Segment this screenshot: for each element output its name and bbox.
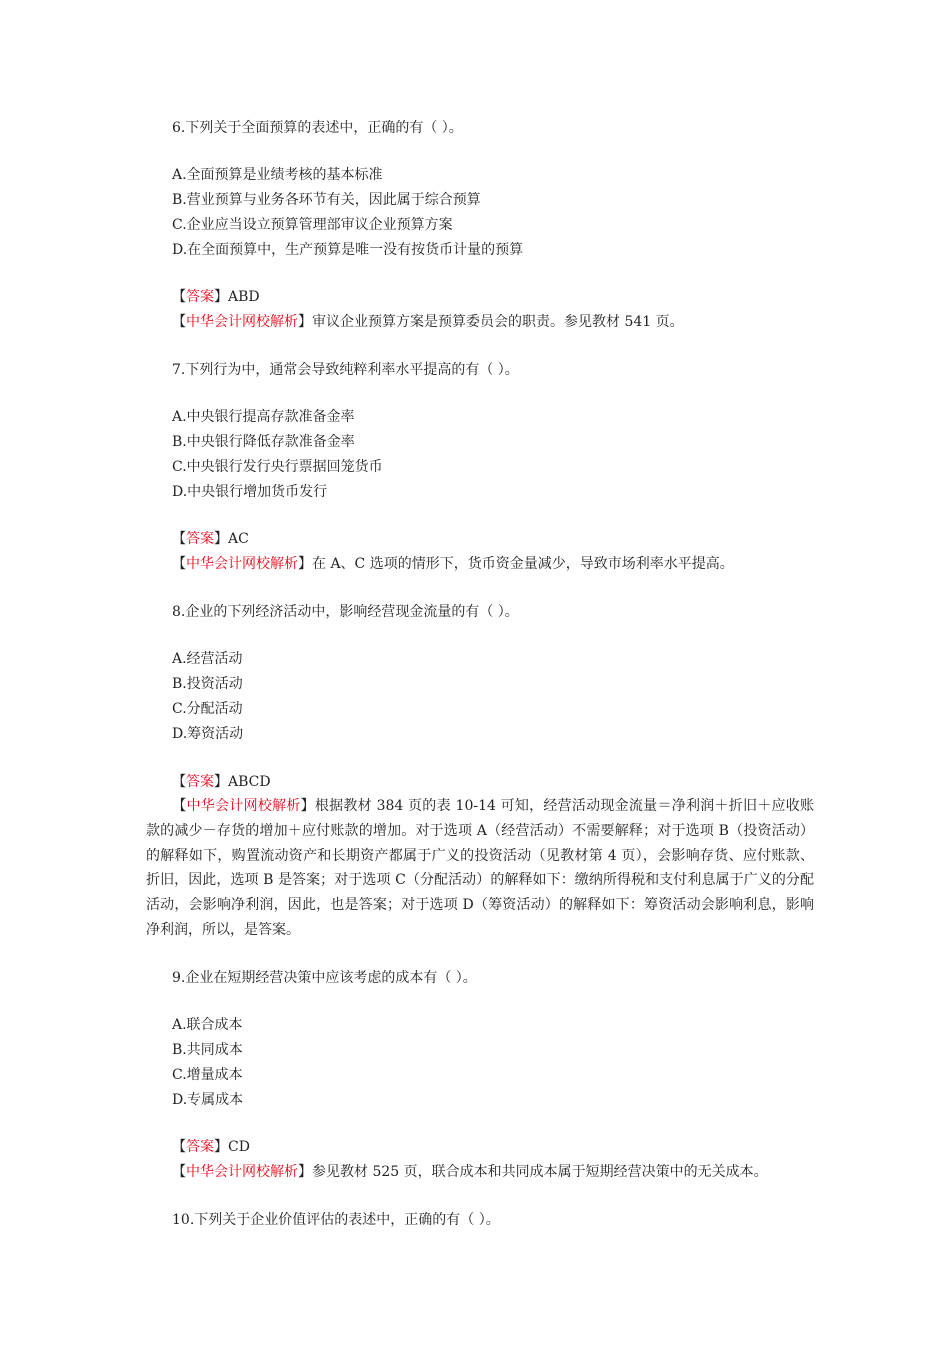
option-7a: A.中央银行提高存款准备金率 xyxy=(172,409,355,425)
option-6d: D.在全面预算中，生产预算是唯一没有按货币计量的预算 xyxy=(172,242,524,258)
option-6a: A.全面预算是业绩考核的基本标准 xyxy=(172,167,383,183)
option-9d: D.专属成本 xyxy=(172,1092,244,1108)
option-8a: A.经营活动 xyxy=(172,651,243,667)
option-7d: D.中央银行增加货币发行 xyxy=(172,484,328,500)
option-8c: C.分配活动 xyxy=(172,701,243,717)
answer-9: 【答案】CD xyxy=(172,1139,250,1155)
answer-7: 【答案】AC xyxy=(172,531,249,547)
analysis-8: 【中华会计网校解析】根据教材 384 页的表 10-14 可知，经营活动现金流量＝净利润＋折旧＋应收账款的减少－存货的增加＋应付账款的增加。对于选项 A（经营活动）不需要解释；对于选项 B（投资活动）的解释如下，购置流动资产和长期资产都属于广义的投资活动（见教材第 4 页），会影响存货、应付账款、折旧，因此，选项 B 是答案；对于选项 C（分配活动）的解释如下：缴纳所得税和支付利息属于广义的分配活动，会影响净利润，因此，也是答案；对于选项 D（筹资活动）的解释如下：筹资活动会影响利息，影响净利润，所以，是答案。 xyxy=(146,798,815,938)
option-6c: C.企业应当设立预算管理部审议企业预算方案 xyxy=(172,217,453,233)
answer-8: 【答案】ABCD xyxy=(172,774,271,790)
question-8: 8.企业的下列经济活动中，影响经营现金流量的有（ ）。 xyxy=(172,604,519,620)
option-6b: B.营业预算与业务各环节有关，因此属于综合预算 xyxy=(172,192,481,208)
option-9c: C.增量成本 xyxy=(172,1067,243,1083)
option-8d: D.筹资活动 xyxy=(172,726,244,742)
option-9b: B.共同成本 xyxy=(172,1042,243,1058)
answer-6: 【答案】ABD xyxy=(172,289,260,305)
option-7b: B.中央银行降低存款准备金率 xyxy=(172,434,355,450)
analysis-9: 【中华会计网校解析】参见教材 525 页，联合成本和共同成本属于短期经营决策中的无关成本。 xyxy=(172,1164,768,1180)
option-9a: A.联合成本 xyxy=(172,1017,243,1033)
option-7c: C.中央银行发行央行票据回笼货币 xyxy=(172,459,383,475)
analysis-6: 【中华会计网校解析】审议企业预算方案是预算委员会的职责。参见教材 541 页。 xyxy=(172,314,684,330)
question-6: 6.下列关于全面预算的表述中，正确的有（ ）。 xyxy=(172,120,463,136)
analysis-7: 【中华会计网校解析】在 A、C 选项的情形下，货币资金量减少，导致市场利率水平提高。 xyxy=(172,556,734,572)
question-9: 9.企业在短期经营决策中应该考虑的成本有（ ）。 xyxy=(172,970,477,986)
question-10: 10.下列关于企业价值评估的表述中，正确的有（ ）。 xyxy=(172,1212,500,1228)
option-8b: B.投资活动 xyxy=(172,676,243,692)
question-7: 7.下列行为中，通常会导致纯粹利率水平提高的有（ ）。 xyxy=(172,362,519,378)
